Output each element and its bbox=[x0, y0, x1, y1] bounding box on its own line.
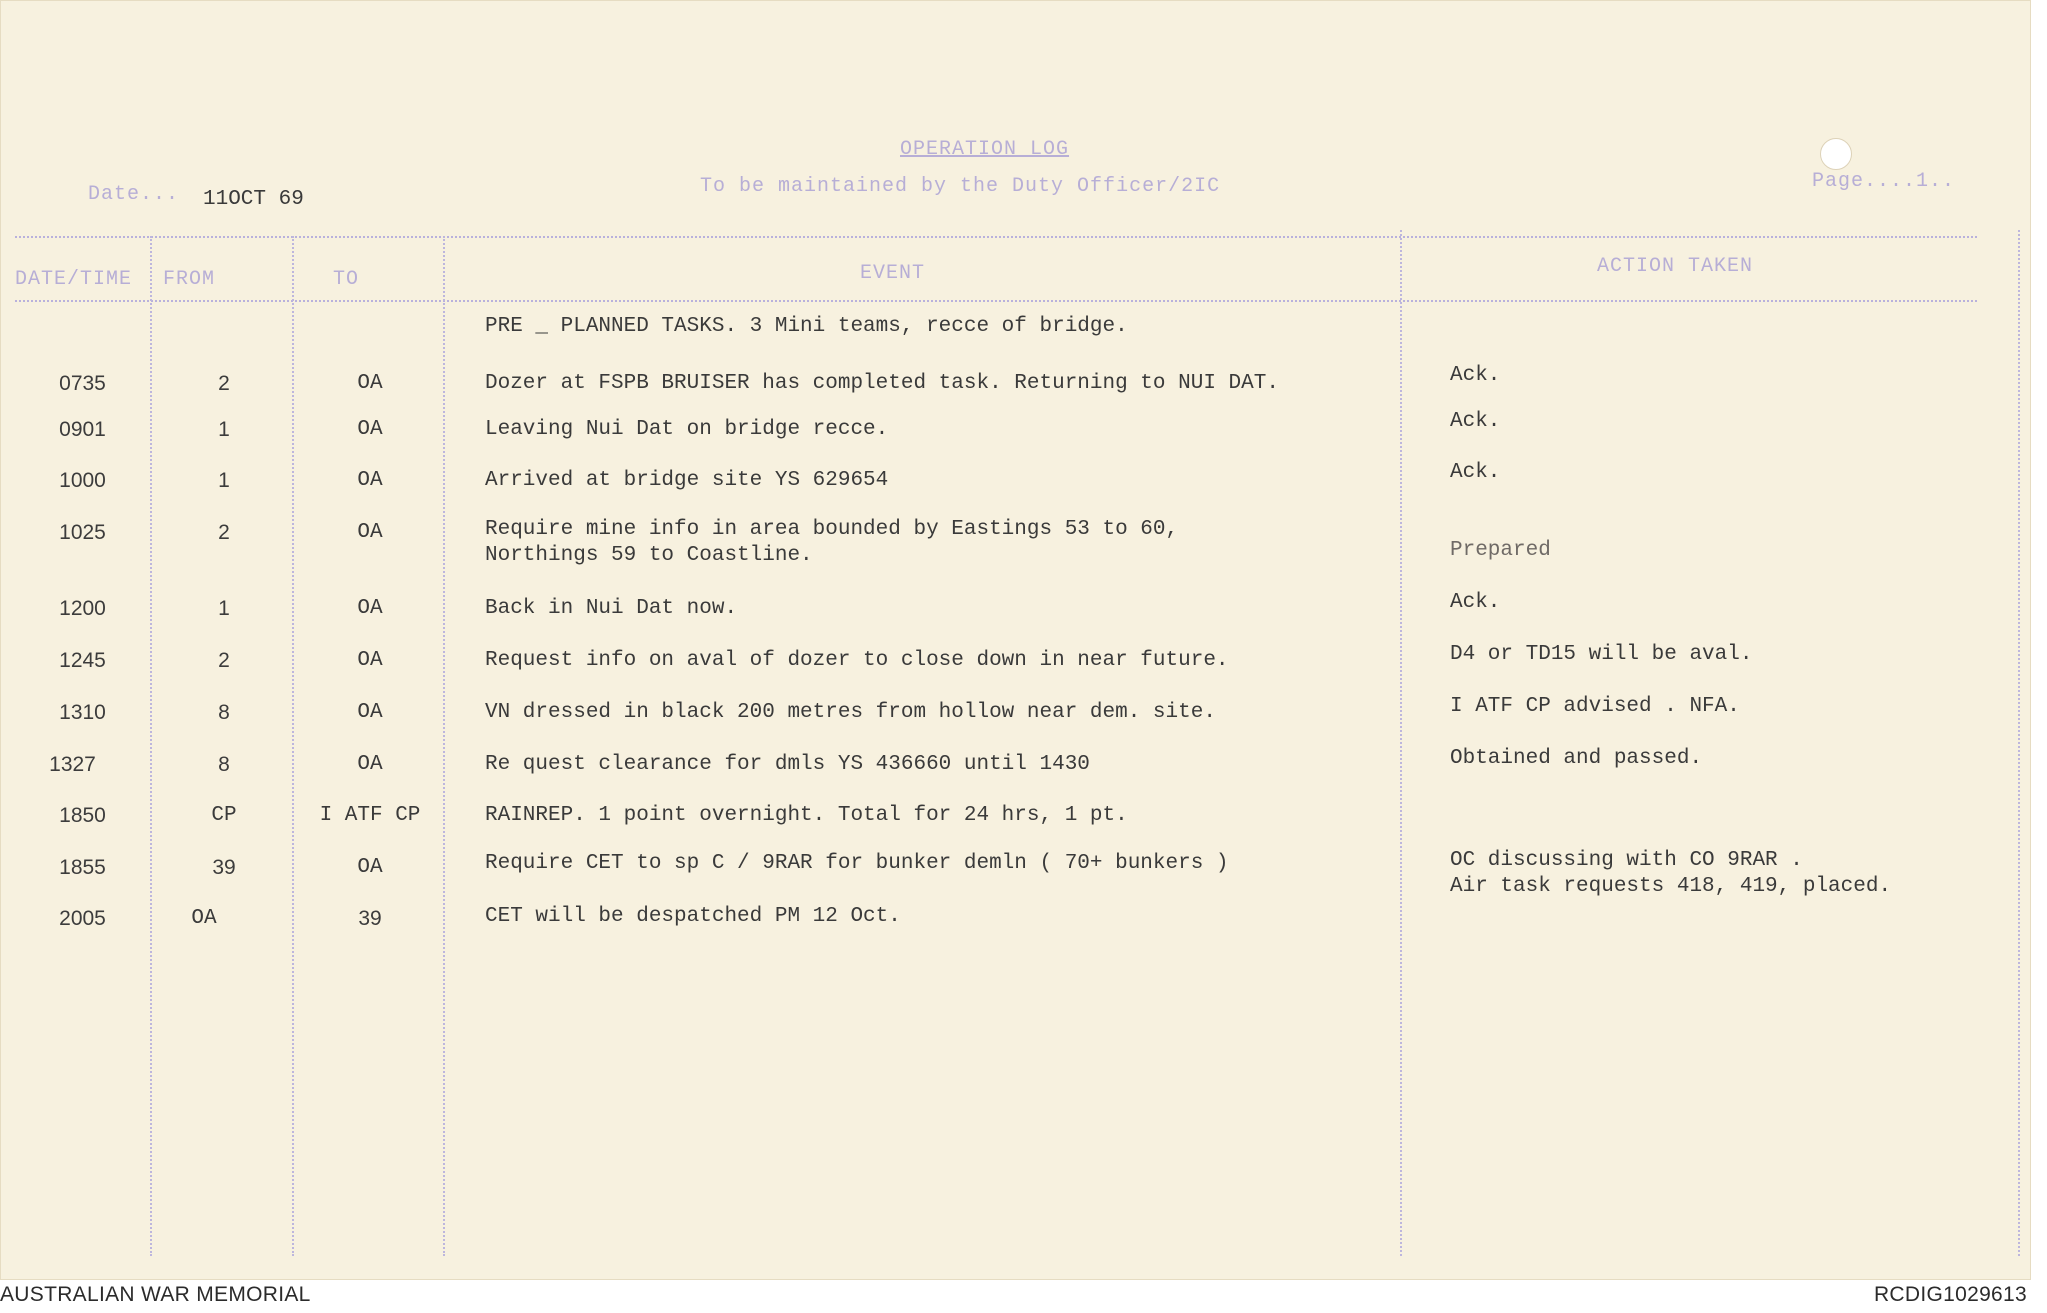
table-row bbox=[0, 643, 2031, 689]
table-row bbox=[0, 591, 2031, 637]
row-from: 8 bbox=[218, 753, 230, 776]
row-time: 1000 bbox=[59, 469, 106, 492]
date-label: Date... bbox=[88, 183, 180, 206]
row-to: I ATF CP bbox=[319, 804, 421, 827]
row-to: OA bbox=[357, 418, 383, 441]
row-event: Back in Nui Dat now. bbox=[485, 597, 738, 620]
row-from: 1 bbox=[218, 418, 230, 441]
table-row bbox=[0, 518, 2031, 591]
header-rule-bottom bbox=[15, 300, 1977, 302]
row-event: Require CET to sp C / 9RAR for bunker demln ( 70+ bunkers ) bbox=[485, 852, 1229, 875]
row-event: VN dressed in black 200 metres from hollow near dem. site. bbox=[485, 701, 1216, 724]
row-action-line2: Air task requests 418, 419, placed. bbox=[1450, 875, 1892, 898]
row-from: OA bbox=[191, 907, 217, 930]
row-to: OA bbox=[357, 856, 383, 879]
row-from: 2 bbox=[218, 372, 230, 395]
row-from: 1 bbox=[218, 469, 230, 492]
row-action: Ack. bbox=[1450, 410, 1501, 433]
row-to: OA bbox=[357, 597, 383, 620]
col-header-datetime: DATE/TIME bbox=[15, 268, 133, 291]
table-row bbox=[0, 364, 2031, 412]
row-from: 1 bbox=[218, 597, 230, 620]
punch-hole bbox=[1820, 138, 1852, 170]
date-value: 11OCT 69 bbox=[203, 188, 304, 211]
header-rule-top bbox=[15, 236, 1977, 238]
table-row bbox=[0, 410, 2031, 458]
table-row bbox=[0, 461, 2031, 509]
row-to: OA bbox=[357, 701, 383, 724]
table-row bbox=[0, 804, 2031, 844]
col-header-from: FROM bbox=[163, 268, 216, 291]
row-from: 2 bbox=[218, 649, 230, 672]
row-action: D4 or TD15 will be aval. bbox=[1450, 643, 1753, 666]
row-event: Arrived at bridge site YS 629654 bbox=[485, 469, 889, 492]
row-time: 1025 bbox=[59, 521, 106, 544]
row-event: Request info on aval of dozer to close down in near future. bbox=[485, 649, 1229, 672]
row-event: Re quest clearance for dmls YS 436660 until 1430 bbox=[485, 753, 1090, 776]
row-action: I ATF CP advised . NFA. bbox=[1450, 695, 1740, 718]
row-event: Leaving Nui Dat on bridge recce. bbox=[485, 418, 889, 441]
row-time: 1327 bbox=[49, 753, 96, 776]
row-time: 1200 bbox=[59, 597, 106, 620]
row-action: Ack. bbox=[1450, 591, 1501, 614]
row-time: 1850 bbox=[59, 804, 106, 827]
row-action: Ack. bbox=[1450, 461, 1501, 484]
table-row bbox=[0, 695, 2031, 741]
row-time: 0735 bbox=[59, 372, 106, 395]
row-from: 39 bbox=[212, 856, 236, 879]
row-to: OA bbox=[357, 372, 383, 395]
row-time: 1310 bbox=[59, 701, 106, 724]
row-to: 39 bbox=[358, 907, 382, 930]
col-header-action: ACTION TAKEN bbox=[1597, 255, 1754, 278]
row-event: Dozer at FSPB BRUISER has completed task. Returning to NUI DAT. bbox=[485, 372, 1279, 395]
col-header-to: TO bbox=[333, 268, 360, 291]
table-row bbox=[0, 747, 2031, 793]
row-event: RAINREP. 1 point overnight. Total for 24 hrs, 1 pt. bbox=[485, 804, 1128, 827]
row-action: Ack. bbox=[1450, 364, 1501, 387]
row-event bbox=[485, 517, 1178, 569]
row-time: 1855 bbox=[59, 856, 106, 879]
row-time: 0901 bbox=[59, 418, 106, 441]
row-from: 2 bbox=[218, 521, 230, 544]
page-title: OPERATION LOG bbox=[900, 138, 1070, 161]
preamble-text: PRE _ PLANNED TASKS. 3 Mini teams, recce of bridge. bbox=[485, 315, 1128, 338]
row-to: OA bbox=[357, 521, 383, 544]
page-subtitle: To be maintained by the Duty Officer/2IC bbox=[700, 175, 1221, 198]
row-action bbox=[1450, 848, 1891, 900]
row-action-note: Prepared bbox=[1450, 539, 1551, 562]
footer-source: AUSTRALIAN WAR MEMORIAL bbox=[0, 1283, 311, 1306]
page-number: Page....1.. bbox=[1812, 170, 1956, 193]
footer-record-id: RCDIG1029613 bbox=[1873, 1283, 2027, 1306]
row-to: OA bbox=[357, 753, 383, 776]
row-time: 2005 bbox=[59, 907, 106, 930]
row-to: OA bbox=[357, 469, 383, 492]
row-time: 1245 bbox=[59, 649, 106, 672]
row-action: Obtained and passed. bbox=[1450, 747, 1703, 770]
row-from: 8 bbox=[218, 701, 230, 724]
table-row bbox=[0, 907, 2031, 947]
row-to: OA bbox=[357, 649, 383, 672]
col-header-event: EVENT bbox=[860, 262, 926, 285]
row-event-line2: Northings 59 to Coastline. bbox=[485, 544, 813, 567]
row-event-line1: Require mine info in area bounded by Eastings 53 to 60, bbox=[485, 518, 1179, 541]
row-from: CP bbox=[211, 804, 237, 827]
row-action-line1: OC discussing with CO 9RAR . bbox=[1450, 849, 1803, 872]
row-event: CET will be despatched PM 12 Oct. bbox=[485, 905, 901, 928]
